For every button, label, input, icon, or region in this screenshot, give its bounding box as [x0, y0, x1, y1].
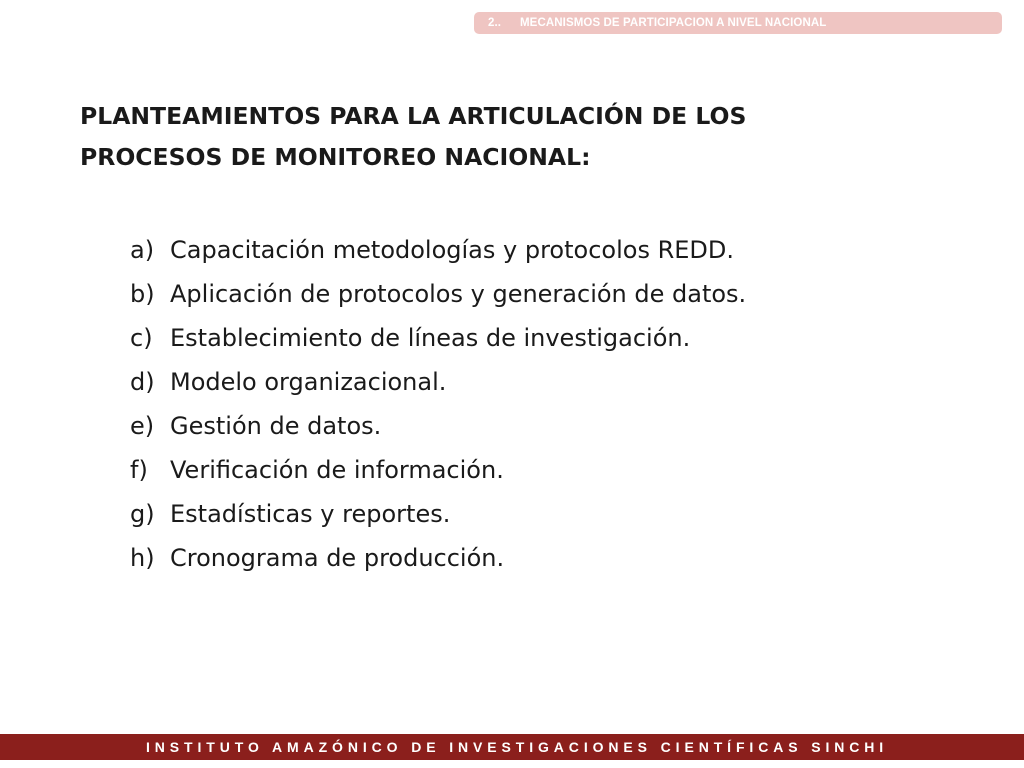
footer-institute-label: INSTITUTO AMAZÓNICO DE INVESTIGACIONES CIENTÍFICAS SINCHI: [146, 739, 889, 755]
footer-bar: [0, 734, 1024, 760]
section-number: 2..: [488, 17, 502, 29]
section-label: MECANISMOS DE PARTICIPACION A NIVEL NACIONAL: [520, 17, 827, 29]
list-item-text: Estadísticas y reportes.: [170, 500, 451, 528]
list-item-text: Verificación de información.: [170, 456, 504, 484]
list-item-marker: e): [130, 412, 155, 440]
list-item-marker: d): [130, 368, 155, 396]
list-item-marker: b): [130, 280, 155, 308]
list-item-text: Capacitación metodologías y protocolos REDD.: [170, 236, 734, 264]
list-item: [130, 448, 746, 492]
slide-title-line-2: PROCESOS DE MONITOREO NACIONAL:: [80, 143, 591, 171]
item-list: [130, 228, 746, 580]
list-item: [130, 316, 746, 360]
list-item-marker: g): [130, 500, 155, 528]
list-item-marker: f): [130, 456, 148, 484]
list-item-text: Modelo organizacional.: [170, 368, 447, 396]
list-item-marker: h): [130, 544, 155, 572]
list-item-text: Aplicación de protocolos y generación de datos.: [170, 280, 747, 308]
list-item-text: Cronograma de producción.: [170, 544, 505, 572]
list-item: [130, 360, 746, 404]
list-item: [130, 404, 746, 448]
slide-title-line-1: PLANTEAMIENTOS PARA LA ARTICULACIÓN DE LOS: [80, 102, 747, 130]
list-item-marker: c): [130, 324, 153, 352]
list-item: [130, 536, 746, 580]
list-item-text: Gestión de datos.: [170, 412, 382, 440]
list-item: [130, 228, 746, 272]
section-tag: [474, 12, 1002, 34]
list-item: [130, 492, 746, 536]
list-item: [130, 272, 746, 316]
list-item-text: Establecimiento de líneas de investigación.: [170, 324, 691, 352]
slide-title: [80, 96, 960, 178]
list-item-marker: a): [130, 236, 155, 264]
